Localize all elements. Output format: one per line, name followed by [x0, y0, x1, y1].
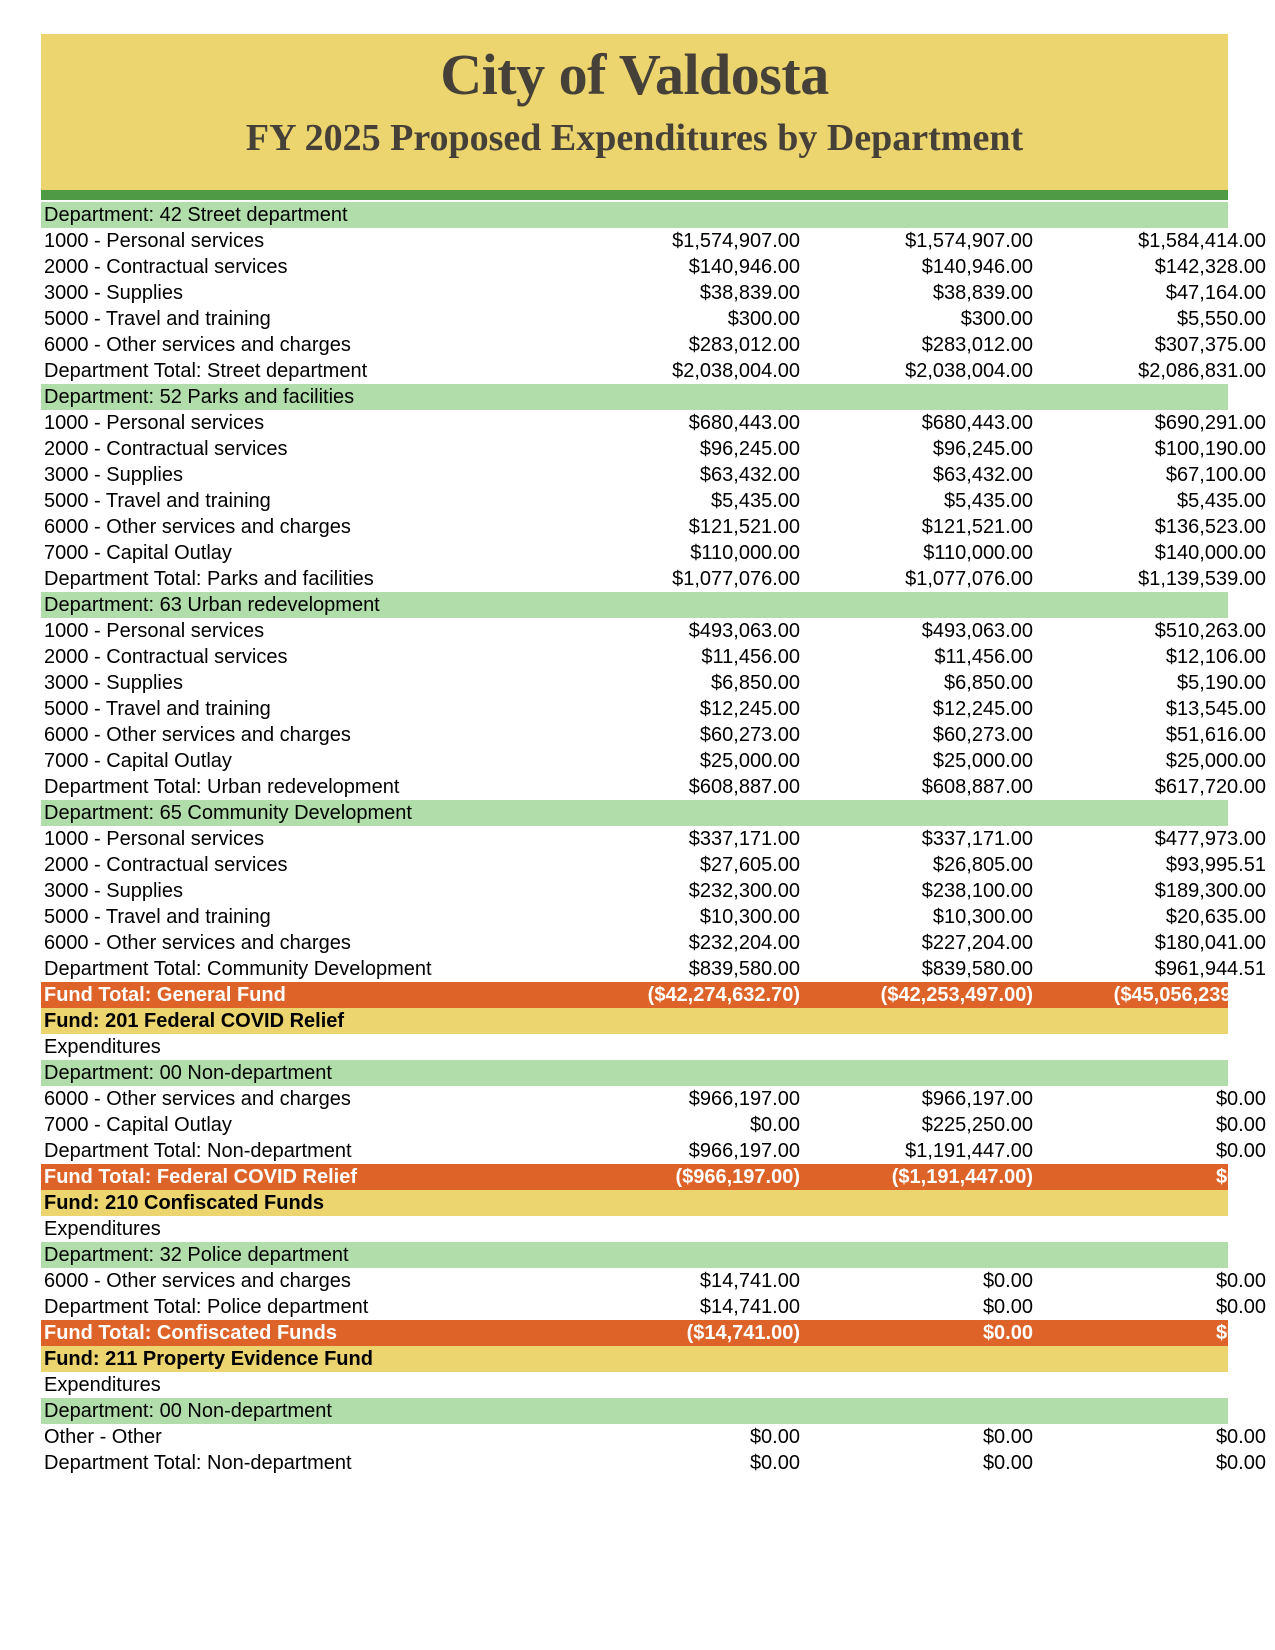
- row-label: 5000 - Travel and training: [44, 490, 271, 512]
- row-label: 2000 - Contractual services: [44, 854, 288, 876]
- amount-col-3: $0.00: [1215, 1322, 1266, 1344]
- amount-col-1: $337,171.00: [688, 828, 800, 850]
- amount-col-2: $1,077,076.00: [905, 568, 1033, 590]
- row-label: Department: 65 Community Development: [44, 802, 412, 824]
- row-label: Fund: 211 Property Evidence Fund: [44, 1348, 373, 1370]
- amount-col-1: $63,432.00: [699, 464, 800, 486]
- amount-col-3: $2,086,831.00: [1138, 360, 1266, 382]
- amount-col-3: $189,300.00: [1154, 880, 1266, 902]
- table-row: [41, 1112, 1266, 1138]
- amount-col-1: $0.00: [749, 1114, 800, 1136]
- table-row: [41, 1034, 1228, 1060]
- amount-col-3: $142,328.00: [1154, 256, 1266, 278]
- amount-col-2: $1,191,447.00: [905, 1140, 1033, 1162]
- amount-col-1: ($14,741.00): [686, 1322, 800, 1344]
- row-label: Fund Total: General Fund: [44, 984, 286, 1006]
- amount-col-1: $680,443.00: [688, 412, 800, 434]
- amount-col-2: $140,946.00: [921, 256, 1033, 278]
- amount-col-1: $0.00: [749, 1452, 800, 1474]
- amount-col-1: $11,456.00: [701, 646, 800, 668]
- amount-col-2: $493,063.00: [921, 620, 1033, 642]
- amount-col-1: $839,580.00: [688, 958, 800, 980]
- table-row: [41, 566, 1266, 592]
- row-label: 1000 - Personal services: [44, 828, 265, 850]
- amount-col-2: $96,245.00: [932, 438, 1033, 460]
- amount-col-2: $0.00: [982, 1270, 1033, 1292]
- amount-col-1: $25,000.00: [699, 750, 800, 772]
- table-row: [41, 852, 1266, 878]
- amount-col-1: $1,077,076.00: [672, 568, 800, 590]
- table-row: [41, 462, 1266, 488]
- row-label: 1000 - Personal services: [44, 230, 265, 252]
- row-label: Fund Total: Federal COVID Relief: [44, 1166, 357, 1188]
- table-row: [41, 956, 1266, 982]
- amount-col-1: $38,839.00: [699, 282, 800, 304]
- department-header-row: [41, 1242, 1228, 1268]
- amount-col-1: $1,574,907.00: [672, 230, 800, 252]
- amount-col-1: $27,605.00: [699, 854, 800, 876]
- amount-col-1: ($966,197.00): [675, 1166, 800, 1188]
- department-header-row: [41, 1398, 1228, 1424]
- amount-col-3: $93,995.51: [1165, 854, 1266, 876]
- fund-total-row: [41, 1320, 1266, 1346]
- row-label: Department: 00 Non-department: [44, 1062, 332, 1084]
- department-header-row: [41, 592, 1228, 618]
- table-row: [41, 410, 1266, 436]
- row-label: Other - Other: [44, 1426, 162, 1448]
- amount-col-3: ($45,056,239.24): [1113, 984, 1266, 1006]
- amount-col-1: $14,741.00: [699, 1296, 800, 1318]
- row-label: Department: 00 Non-department: [44, 1400, 332, 1422]
- header-divider: [41, 190, 1228, 200]
- amount-col-2: $11,456.00: [934, 646, 1033, 668]
- amount-col-1: $96,245.00: [699, 438, 800, 460]
- amount-col-3: $67,100.00: [1165, 464, 1266, 486]
- table-row: [41, 488, 1266, 514]
- amount-col-3: $1,139,539.00: [1138, 568, 1266, 590]
- amount-col-3: $0.00: [1215, 1088, 1266, 1110]
- amount-col-1: $283,012.00: [688, 334, 800, 356]
- amount-col-3: $47,164.00: [1165, 282, 1266, 304]
- row-label: 2000 - Contractual services: [44, 646, 288, 668]
- amount-col-1: $608,887.00: [688, 776, 800, 798]
- amount-col-3: $0.00: [1215, 1296, 1266, 1318]
- amount-col-2: $121,521.00: [921, 516, 1033, 538]
- amount-col-1: $140,946.00: [688, 256, 800, 278]
- fund-header-row: [41, 1346, 1228, 1372]
- department-header-row: [41, 384, 1228, 410]
- table-row: [41, 748, 1266, 774]
- table-row: [41, 1424, 1266, 1450]
- amount-col-2: $60,273.00: [932, 724, 1033, 746]
- row-label: 7000 - Capital Outlay: [44, 542, 232, 564]
- table-row: [41, 1450, 1266, 1476]
- row-label: 3000 - Supplies: [44, 282, 183, 304]
- table-row: [41, 228, 1266, 254]
- page-title: City of Valdosta: [440, 42, 829, 107]
- table-row: [41, 514, 1266, 540]
- amount-col-2: $0.00: [982, 1296, 1033, 1318]
- amount-col-2: ($1,191,447.00): [891, 1166, 1033, 1188]
- table-row: [41, 930, 1266, 956]
- table-row: [41, 826, 1266, 852]
- row-label: 5000 - Travel and training: [44, 308, 271, 330]
- table-row: [41, 904, 1266, 930]
- amount-col-2: $225,250.00: [921, 1114, 1033, 1136]
- amount-col-3: $0.00: [1215, 1140, 1266, 1162]
- fund-total-row: [41, 1164, 1266, 1190]
- amount-col-1: $0.00: [749, 1426, 800, 1448]
- table-row: [41, 280, 1266, 306]
- amount-col-1: $60,273.00: [699, 724, 800, 746]
- amount-col-1: $5,435.00: [711, 490, 800, 512]
- amount-col-3: $5,550.00: [1177, 308, 1266, 330]
- table-row: [41, 618, 1266, 644]
- table-row: [41, 1268, 1266, 1294]
- amount-col-2: $10,300.00: [932, 906, 1033, 928]
- amount-col-1: $966,197.00: [688, 1088, 800, 1110]
- row-label: 1000 - Personal services: [44, 620, 265, 642]
- amount-col-1: $12,245.00: [699, 698, 800, 720]
- amount-col-3: $25,000.00: [1165, 750, 1266, 772]
- row-label: 3000 - Supplies: [44, 880, 183, 902]
- amount-col-3: $617,720.00: [1154, 776, 1266, 798]
- department-header-row: [41, 800, 1228, 826]
- row-label: 6000 - Other services and charges: [44, 516, 351, 538]
- row-label: Department Total: Parks and facilities: [44, 568, 374, 590]
- amount-col-1: $232,300.00: [688, 880, 800, 902]
- table-row: [41, 878, 1266, 904]
- amount-col-3: $140,000.00: [1154, 542, 1266, 564]
- amount-col-3: $12,106.00: [1165, 646, 1266, 668]
- amount-col-3: $0.00: [1215, 1452, 1266, 1474]
- row-label: Expenditures: [44, 1374, 161, 1396]
- amount-col-2: $227,204.00: [921, 932, 1033, 954]
- amount-col-2: $337,171.00: [921, 828, 1033, 850]
- row-label: 6000 - Other services and charges: [44, 1270, 351, 1292]
- amount-col-2: $966,197.00: [921, 1088, 1033, 1110]
- amount-col-3: $180,041.00: [1154, 932, 1266, 954]
- table-row: [41, 644, 1266, 670]
- row-label: Department Total: Non-department: [44, 1452, 352, 1474]
- table-row: [41, 1216, 1228, 1242]
- table-row: [41, 540, 1266, 566]
- table-row: [41, 1372, 1228, 1398]
- amount-col-1: $10,300.00: [699, 906, 800, 928]
- row-label: Fund Total: Confiscated Funds: [44, 1322, 337, 1344]
- row-label: Department: 52 Parks and facilities: [44, 386, 355, 408]
- row-label: Department: 42 Street department: [44, 204, 348, 226]
- amount-col-1: $232,204.00: [688, 932, 800, 954]
- table-row: [41, 332, 1266, 358]
- amount-col-2: $38,839.00: [932, 282, 1033, 304]
- amount-col-3: $307,375.00: [1154, 334, 1266, 356]
- row-label: 6000 - Other services and charges: [44, 724, 351, 746]
- row-label: 6000 - Other services and charges: [44, 1088, 351, 1110]
- table-row: [41, 1294, 1266, 1320]
- amount-col-1: $966,197.00: [688, 1140, 800, 1162]
- amount-col-3: $0.00: [1215, 1270, 1266, 1292]
- amount-col-3: $510,263.00: [1154, 620, 1266, 642]
- amount-col-1: $14,741.00: [699, 1270, 800, 1292]
- amount-col-3: $0.00: [1215, 1426, 1266, 1448]
- amount-col-3: $136,523.00: [1154, 516, 1266, 538]
- amount-col-3: $5,190.00: [1177, 672, 1266, 694]
- amount-col-1: $121,521.00: [688, 516, 800, 538]
- amount-col-2: $238,100.00: [921, 880, 1033, 902]
- table-row: [41, 1138, 1266, 1164]
- amount-col-1: $110,000.00: [690, 542, 800, 564]
- amount-col-1: $300.00: [727, 308, 800, 330]
- table-row: [41, 358, 1266, 384]
- expenditure-table: [41, 202, 1266, 1476]
- amount-col-3: $20,635.00: [1165, 906, 1266, 928]
- table-row: [41, 696, 1266, 722]
- amount-col-2: $5,435.00: [944, 490, 1033, 512]
- row-label: Department Total: Community Development: [44, 958, 432, 980]
- amount-col-2: $63,432.00: [932, 464, 1033, 486]
- fund-header-row: [41, 1190, 1228, 1216]
- amount-col-2: $0.00: [982, 1426, 1033, 1448]
- table-row: [41, 722, 1266, 748]
- table-row: [41, 254, 1266, 280]
- amount-col-2: $26,805.00: [932, 854, 1033, 876]
- amount-col-3: $5,435.00: [1177, 490, 1266, 512]
- row-label: Department Total: Police department: [44, 1296, 369, 1318]
- amount-col-1: ($42,274,632.70): [647, 984, 800, 1006]
- row-label: 3000 - Supplies: [44, 672, 183, 694]
- amount-col-2: ($42,253,497.00): [880, 984, 1033, 1006]
- amount-col-2: $608,887.00: [921, 776, 1033, 798]
- row-label: 7000 - Capital Outlay: [44, 750, 232, 772]
- row-label: Department Total: Non-department: [44, 1140, 352, 1162]
- amount-col-2: $6,850.00: [944, 672, 1033, 694]
- amount-col-1: $6,850.00: [711, 672, 800, 694]
- row-label: 5000 - Travel and training: [44, 698, 271, 720]
- amount-col-2: $25,000.00: [932, 750, 1033, 772]
- amount-col-1: $2,038,004.00: [672, 360, 800, 382]
- row-label: Expenditures: [44, 1218, 161, 1240]
- row-label: Department Total: Street department: [44, 360, 368, 382]
- amount-col-2: $0.00: [982, 1322, 1033, 1344]
- row-label: 6000 - Other services and charges: [44, 334, 351, 356]
- fund-header-row: [41, 1008, 1228, 1034]
- amount-col-2: $2,038,004.00: [905, 360, 1033, 382]
- table-row: [41, 436, 1266, 462]
- amount-col-3: $13,545.00: [1165, 698, 1266, 720]
- amount-col-3: $51,616.00: [1165, 724, 1266, 746]
- fund-total-row: [41, 982, 1266, 1008]
- amount-col-2: $680,443.00: [921, 412, 1033, 434]
- amount-col-3: $100,190.00: [1154, 438, 1266, 460]
- row-label: 2000 - Contractual services: [44, 438, 288, 460]
- row-label: 1000 - Personal services: [44, 412, 265, 434]
- amount-col-2: $839,580.00: [921, 958, 1033, 980]
- row-label: 6000 - Other services and charges: [44, 932, 351, 954]
- amount-col-2: $1,574,907.00: [905, 230, 1033, 252]
- row-label: Department: 63 Urban redevelopment: [44, 594, 380, 616]
- row-label: 5000 - Travel and training: [44, 906, 271, 928]
- table-row: [41, 1086, 1266, 1112]
- table-row: [41, 670, 1266, 696]
- page-header: [41, 34, 1228, 190]
- row-label: 2000 - Contractual services: [44, 256, 288, 278]
- row-label: Fund: 210 Confiscated Funds: [44, 1192, 325, 1214]
- row-label: 3000 - Supplies: [44, 464, 183, 486]
- amount-col-3: $0.00: [1215, 1166, 1266, 1188]
- amount-col-3: $0.00: [1215, 1114, 1266, 1136]
- row-label: 7000 - Capital Outlay: [44, 1114, 232, 1136]
- department-header-row: [41, 202, 1228, 228]
- page-subtitle: FY 2025 Proposed Expenditures by Department: [245, 117, 1024, 159]
- row-label: Expenditures: [44, 1036, 161, 1058]
- amount-col-3: $1,584,414.00: [1138, 230, 1266, 252]
- amount-col-2: $283,012.00: [921, 334, 1033, 356]
- table-row: [41, 306, 1266, 332]
- row-label: Department: 32 Police department: [44, 1244, 349, 1266]
- amount-col-2: $12,245.00: [932, 698, 1033, 720]
- amount-col-2: $0.00: [982, 1452, 1033, 1474]
- amount-col-3: $690,291.00: [1154, 412, 1266, 434]
- amount-col-3: $477,973.00: [1154, 828, 1266, 850]
- row-label: Department Total: Urban redevelopment: [44, 776, 400, 798]
- row-label: Fund: 201 Federal COVID Relief: [44, 1010, 345, 1032]
- table-row: [41, 774, 1266, 800]
- amount-col-2: $300.00: [960, 308, 1033, 330]
- amount-col-3: $961,944.51: [1154, 958, 1266, 980]
- amount-col-1: $493,063.00: [688, 620, 800, 642]
- department-header-row: [41, 1060, 1228, 1086]
- amount-col-2: $110,000.00: [923, 542, 1033, 564]
